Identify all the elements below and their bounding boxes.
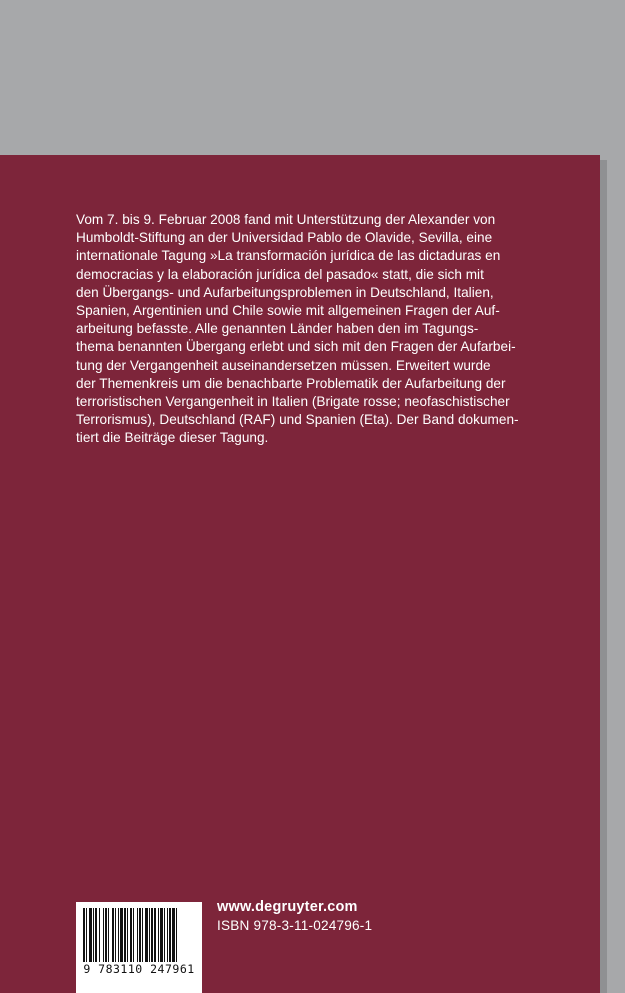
barcode-bar bbox=[139, 908, 141, 962]
blurb-line: der Themenkreis um die benachbarte Problematik der Aufarbeitung der bbox=[76, 375, 506, 391]
barcode-bars bbox=[82, 908, 196, 962]
barcode-bar bbox=[154, 908, 156, 962]
barcode-bar bbox=[115, 908, 116, 962]
barcode-bar bbox=[86, 908, 87, 962]
barcode-bar bbox=[124, 908, 126, 962]
blurb-line: Terrorismus), Deutschland (RAF) und Spanien (Eta). Der Band dokumen- bbox=[76, 412, 519, 428]
barcode-bar bbox=[133, 908, 134, 962]
isbn-barcode bbox=[76, 902, 202, 993]
barcode-bar bbox=[137, 908, 138, 962]
blurb-line: internationale Tagung »La transformación jurídica de las dictaduras en bbox=[76, 248, 501, 264]
blurb-line: thema benannten Übergang erlebt und sich mit den Fragen der Aufarbei- bbox=[76, 339, 516, 355]
barcode-bar bbox=[145, 908, 148, 962]
barcode-bar bbox=[172, 908, 175, 962]
barcode-bar bbox=[105, 908, 107, 962]
barcode-bar bbox=[99, 908, 100, 962]
barcode-bar bbox=[130, 908, 132, 962]
barcode-bar bbox=[149, 908, 150, 962]
barcode-bar bbox=[120, 908, 123, 962]
barcode-bar bbox=[112, 908, 114, 962]
blurb-text bbox=[76, 211, 550, 448]
barcode-bar bbox=[83, 908, 85, 962]
barcode-bar bbox=[127, 908, 128, 962]
barcode-bar bbox=[89, 908, 92, 962]
publisher-website-link[interactable]: www.degruyter.com bbox=[217, 899, 358, 915]
blurb-line: democracias y la elaboración jurídica del pasado« statt, die sich mit bbox=[76, 266, 484, 282]
isbn-number: ISBN 978-3-11-024796-1 bbox=[217, 918, 373, 933]
barcode-bar bbox=[142, 908, 143, 962]
barcode-bar bbox=[169, 908, 171, 962]
blurb-line: Spanien, Argentinien und Chile sowie mit allgemeinen Fragen der Auf- bbox=[76, 303, 500, 319]
barcode-bar bbox=[160, 908, 163, 962]
barcode-bar bbox=[176, 908, 177, 962]
blurb-line: den Übergangs- und Aufarbeitungsproblemen in Deutschland, Italien, bbox=[76, 284, 494, 300]
barcode-digits: 9 783110 247961 bbox=[83, 962, 195, 976]
blurb-line: Vom 7. bis 9. Februar 2008 fand mit Unterstützung der Alexander von bbox=[76, 212, 496, 227]
blurb-line: tung der Vergangenheit auseinandersetzen müssen. Erweitert wurde bbox=[76, 357, 491, 373]
blurb-line: tiert die Beiträge dieser Tagung. bbox=[76, 430, 269, 446]
blurb-line: arbeitung befasste. Alle genannten Länder haben den im Tagungs- bbox=[76, 321, 479, 337]
blurb-line: Humboldt-Stiftung an der Universidad Pablo de Olavide, Sevilla, eine bbox=[76, 230, 493, 246]
barcode-bar bbox=[103, 908, 104, 962]
blurb-line: terroristischen Vergangenheit in Italien (Brigate rosse; neofaschistischer bbox=[76, 394, 510, 410]
barcode-bar bbox=[93, 908, 94, 962]
barcode-bar bbox=[167, 908, 168, 962]
barcode-bar bbox=[118, 908, 119, 962]
barcode-bar bbox=[158, 908, 159, 962]
barcode-bar bbox=[151, 908, 153, 962]
barcode-bar bbox=[108, 908, 109, 962]
barcode-bar bbox=[164, 908, 165, 962]
barcode-bar bbox=[95, 908, 97, 962]
